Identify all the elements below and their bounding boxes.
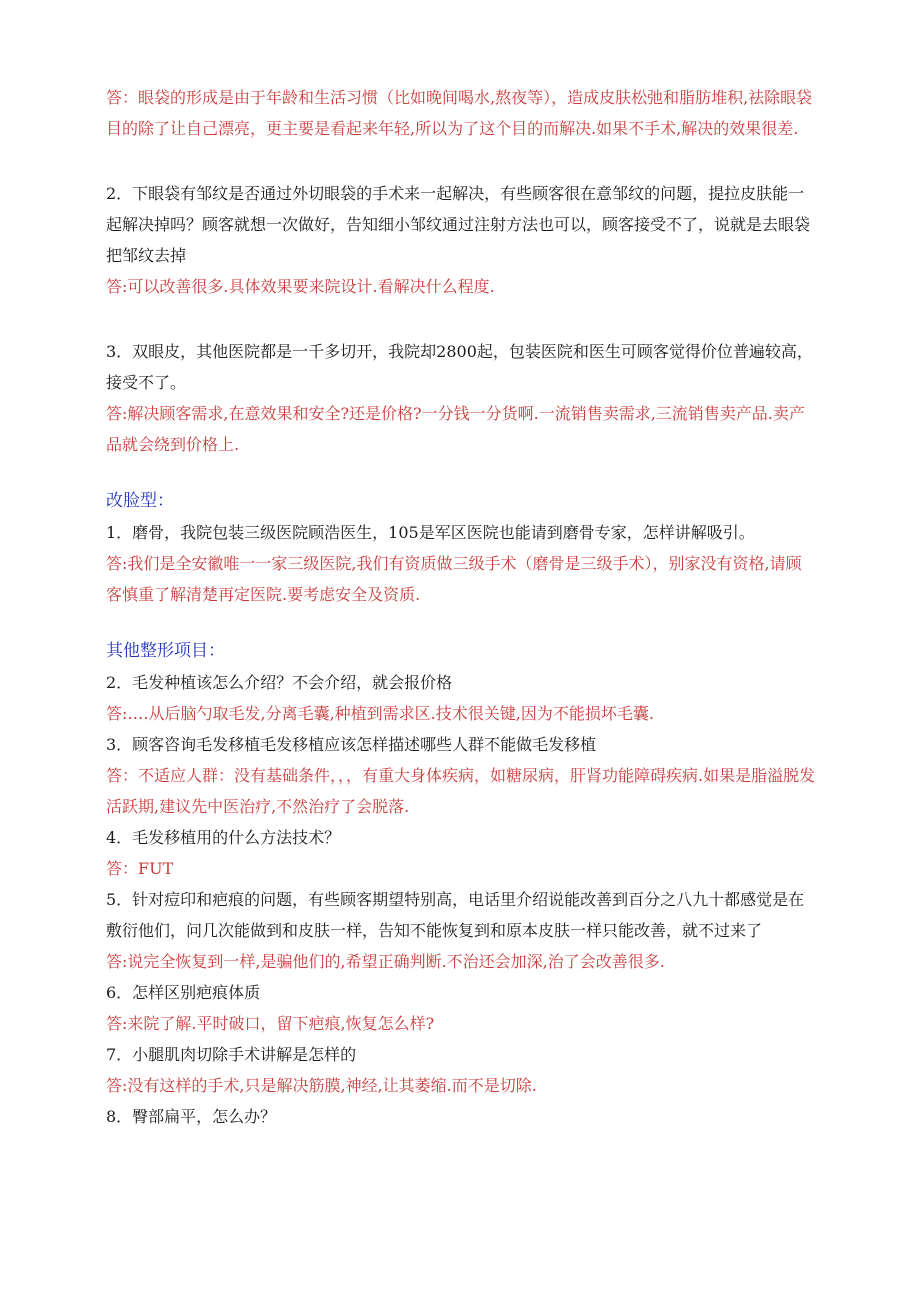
- answer-other-7: 答:没有这样的手术,只是解决筋膜,神经,让其萎缩.而不是切除.: [106, 1076, 537, 1095]
- document-page: [106, 82, 816, 1132]
- question-face-1: 1．磨骨，我院包装三级医院顾浩医生，105是军区医院也能请到磨骨专家，怎样讲解吸引。: [106, 523, 755, 542]
- question-other-3: 3．顾客咨询毛发移植毛发移植应该怎样描述哪些人群不能做毛发移植: [106, 735, 597, 754]
- question-3-double-eyelid: 3．双眼皮，其他医院都是一千多切开，我院却2800起，包装医院和医生可顾客觉得价位普遍较高，接受不了。: [106, 342, 813, 392]
- section-heading-face-shape: 改脸型：: [106, 491, 174, 511]
- answer-3: 答:解决顾客需求,在意效果和安全?还是价格?一分钱一分货啊.一流销售卖需求,三流销售卖产品.卖产品就会绕到价格上.: [106, 404, 805, 454]
- question-other-5: 5．针对痘印和疤痕的问题，有些顾客期望特别高，电话里介绍说能改善到百分之八九十都感觉是在敷衍他们，问几次能做到和皮肤一样，告知不能恢复到和原本皮肤一样只能改善，就不过来了: [106, 890, 805, 940]
- question-other-6: 6．怎样区别疤痕体质: [106, 983, 261, 1002]
- question-other-4: 4．毛发移植用的什么方法技术？: [106, 828, 341, 847]
- question-other-2: 2．毛发种植该怎么介绍？不会介绍，就会报价格: [106, 673, 453, 692]
- answer-face-1: 答:我们是全安徽唯一一家三级医院,我们有资质做三级手术（磨骨是三级手术），别家没有资格,请顾客慎重了解清楚再定医院.要考虑安全及资质.: [106, 554, 802, 604]
- answer-2: 答:可以改善很多.具体效果要来院设计.看解决什么程度.: [106, 277, 495, 296]
- question-other-8: 8．臀部扁平，怎么办？: [106, 1107, 277, 1126]
- section-heading-other-projects: 其他整形项目：: [106, 641, 225, 661]
- answer-other-6: 答:来院了解.平时破口，留下疤痕,恢复怎么样?: [106, 1014, 435, 1033]
- question-other-7: 7．小腿肌肉切除手术讲解是怎样的: [106, 1045, 357, 1064]
- answer-other-2: 答:….从后脑勺取毛发,分离毛囊,种植到需求区.技术很关键,因为不能损坏毛囊.: [106, 704, 654, 723]
- answer-eyebag-cause: 答：眼袋的形成是由于年龄和生活习惯（比如晚间喝水,熬夜等），造成皮肤松弛和脂肪堆积,祛除眼袋目的除了让自己漂亮，更主要是看起来年轻,所以为了这个目的而解决.如果不手术,解决的效果很差.: [106, 88, 813, 138]
- answer-other-3: 答：不适应人群：没有基础条件，，，有重大身体疾病，如糖尿病，肝肾功能障碍疾病.如果是脂溢脱发活跃期,建议先中医治疗,不然治疗了会脱落.: [106, 766, 816, 816]
- question-2-lower-eyelid: 2．下眼袋有邹纹是否通过外切眼袋的手术来一起解决，有些顾客很在意邹纹的问题，提拉皮肤能一起解决掉吗？顾客就想一次做好，告知细小邹纹通过注射方法也可以，顾客接受不了，说就是去眼袋把邹纹去掉: [106, 184, 811, 265]
- answer-other-5: 答:说完全恢复到一样,是骗他们的,希望正确判断.不治还会加深,治了会改善很多.: [106, 952, 665, 971]
- answer-other-4: 答：FUT: [106, 859, 174, 878]
